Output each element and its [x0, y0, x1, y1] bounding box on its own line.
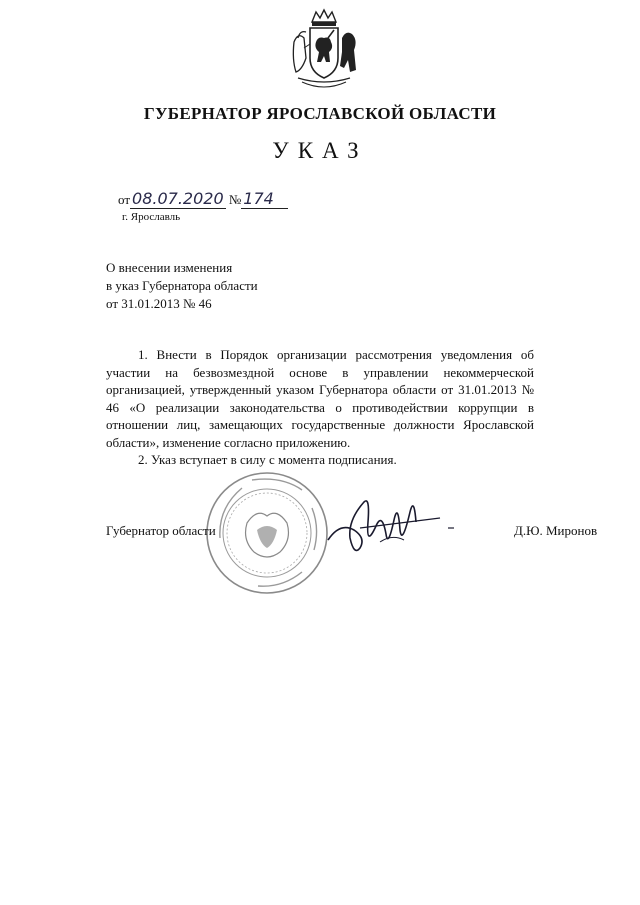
decree-body [106, 346, 534, 469]
number-sign: № [228, 192, 242, 207]
number-value: 174 [241, 190, 288, 209]
document-type-title: УКАЗ [272, 138, 368, 163]
subject-line: от 31.01.2013 № 46 [106, 296, 212, 311]
city: г. Ярославль [122, 211, 181, 223]
date-number-line [118, 190, 288, 209]
official-seal-icon [202, 468, 332, 598]
paragraph-1: 1. Внести в Порядок организации рассмотрения уведомления об участии на безвозмездной основе в управлении некоммерческой организацией, утвержденный указом Губернатора области от 31.01.2013 № 46 «О реализации законодательства о противодействии коррупции в отношении лиц, замещающих государственные должности Ярославской области», изменение согласно приложению. [106, 347, 534, 450]
paragraph-2: 2. Указ вступает в силу с момента подписания. [138, 452, 397, 467]
date-value: 08.07.2020 [132, 189, 224, 208]
subject-line: в указ Губернатора области [106, 278, 258, 293]
organization-title: ГУБЕРНАТОР ЯРОСЛАВСКОЙ ОБЛАСТИ [143, 104, 497, 123]
handwritten-signature-icon [320, 482, 470, 562]
signatory-name: Д.Ю. Миронов [514, 523, 598, 538]
date-prefix: от [118, 192, 131, 207]
subject-line: О внесении изменения [106, 260, 233, 275]
coat-of-arms-icon [284, 8, 364, 98]
signatory-role: Губернатор области [106, 523, 216, 538]
decree-subject [106, 259, 258, 313]
